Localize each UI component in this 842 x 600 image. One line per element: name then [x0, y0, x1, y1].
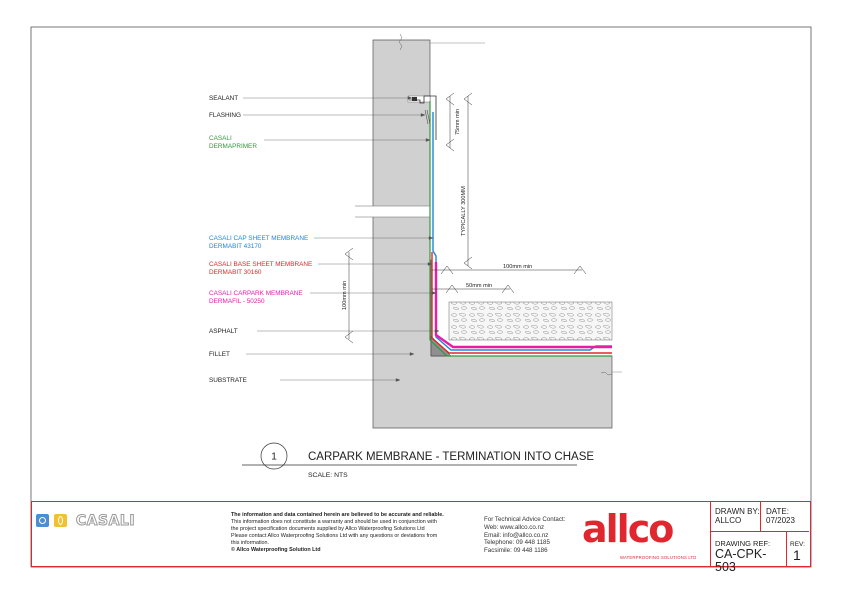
contact-telephone: Telephone: 09 448 1185 [484, 539, 550, 547]
rev-value: 1 [793, 547, 801, 563]
allco-wordmark: allco [582, 507, 673, 551]
allco-logo [582, 505, 704, 563]
drawing-ref-cell [711, 532, 787, 574]
drawn-by-value: ALLCO [715, 516, 742, 525]
label-cap-line1: CASALI CAP SHEET MEMBRANE [209, 235, 309, 242]
label-primer-line1: CASALI [209, 135, 232, 142]
drawn-by-cell [711, 502, 761, 532]
asphalt-aggregate [449, 302, 612, 340]
disclaimer-line: This information does not constitute a warranty and should be used in conjunction with [231, 519, 437, 526]
dim-300mm: TYPICALLY 300MM [461, 186, 467, 236]
dim-75mm: 75mm min [455, 108, 461, 135]
label-fillet: FILLET [209, 351, 230, 358]
label-carpark-line1: CASALI CARPARK MEMBRANE [209, 290, 303, 297]
date-cell [761, 502, 809, 532]
contact-facsimile: Facsimile: 09 448 1186 [484, 547, 548, 555]
casali-mark-blue-icon [36, 514, 49, 527]
detail-title: CARPARK MEMBRANE - TERMINATION INTO CHASE [308, 451, 595, 463]
label-carpark-line2: DERMAFIL - 50250 [209, 298, 265, 305]
dim-100mm-vertical: 100mm min [342, 280, 348, 310]
sealant [412, 97, 417, 101]
disclaimer [231, 512, 476, 555]
dim-50mm: 50mm min [466, 283, 493, 289]
contact-email[interactable]: Email: info@allco.co.nz [484, 531, 549, 539]
label-base-line1: CASALI BASE SHEET MEMBRANE [209, 261, 313, 268]
rev-label: REV: [790, 541, 805, 548]
casali-wordmark: CASALI [75, 512, 136, 529]
label-asphalt: ASPHALT [209, 328, 238, 335]
rev-cell [787, 532, 809, 566]
label-primer-line2: DERMAPRIMER [209, 143, 257, 150]
detail-scale: SCALE: NTS [308, 472, 348, 479]
title-block [31, 501, 811, 574]
label-flashing: FLASHING [209, 112, 241, 119]
allco-tagline: WATERPROOFING SOLUTIONS LTD [620, 555, 697, 560]
disclaimer-line: this information. [231, 540, 270, 547]
label-cap-line2: DERMABIT 43170 [209, 243, 262, 250]
label-sealant: SEALANT [209, 95, 239, 102]
revision-grid [710, 502, 810, 574]
contact-details [484, 516, 594, 555]
break-band [355, 206, 430, 217]
drawn-by-label: DRAWN BY: [715, 507, 760, 516]
date-label: DATE: [766, 507, 789, 516]
chase-notch [408, 96, 430, 102]
label-base-line2: DERMABIT 30160 [209, 269, 262, 276]
disclaimer-line: the project specification documents supplied by Allco Waterproofing Solutions Ltd [231, 526, 425, 533]
disclaimer-line: Please contact Allco Waterproofing Solutions Ltd with any questions or deviations from [231, 533, 438, 540]
detail-number: 1 [271, 451, 277, 463]
date-value: 07/2023 [766, 516, 795, 525]
casali-logo [36, 512, 156, 530]
drawing-ref-label: DRAWING REF: [715, 539, 771, 548]
contact-heading: For Technical Advice Contact: [484, 516, 566, 523]
label-substrate: SUBSTRATE [209, 377, 247, 384]
casali-mark-yellow-icon [54, 514, 67, 527]
disclaimer-line: The information and data contained herein are believed to be accurate and reliable. [231, 512, 444, 518]
drawing-ref-value: CA-CPK-503 [715, 547, 767, 574]
disclaimer-line: © Allco Waterproofing Solution Ltd [231, 547, 321, 554]
contact-web[interactable]: Web: www.allco.co.nz [484, 523, 545, 531]
dim-100mm-horizontal: 100mm min [503, 264, 533, 270]
